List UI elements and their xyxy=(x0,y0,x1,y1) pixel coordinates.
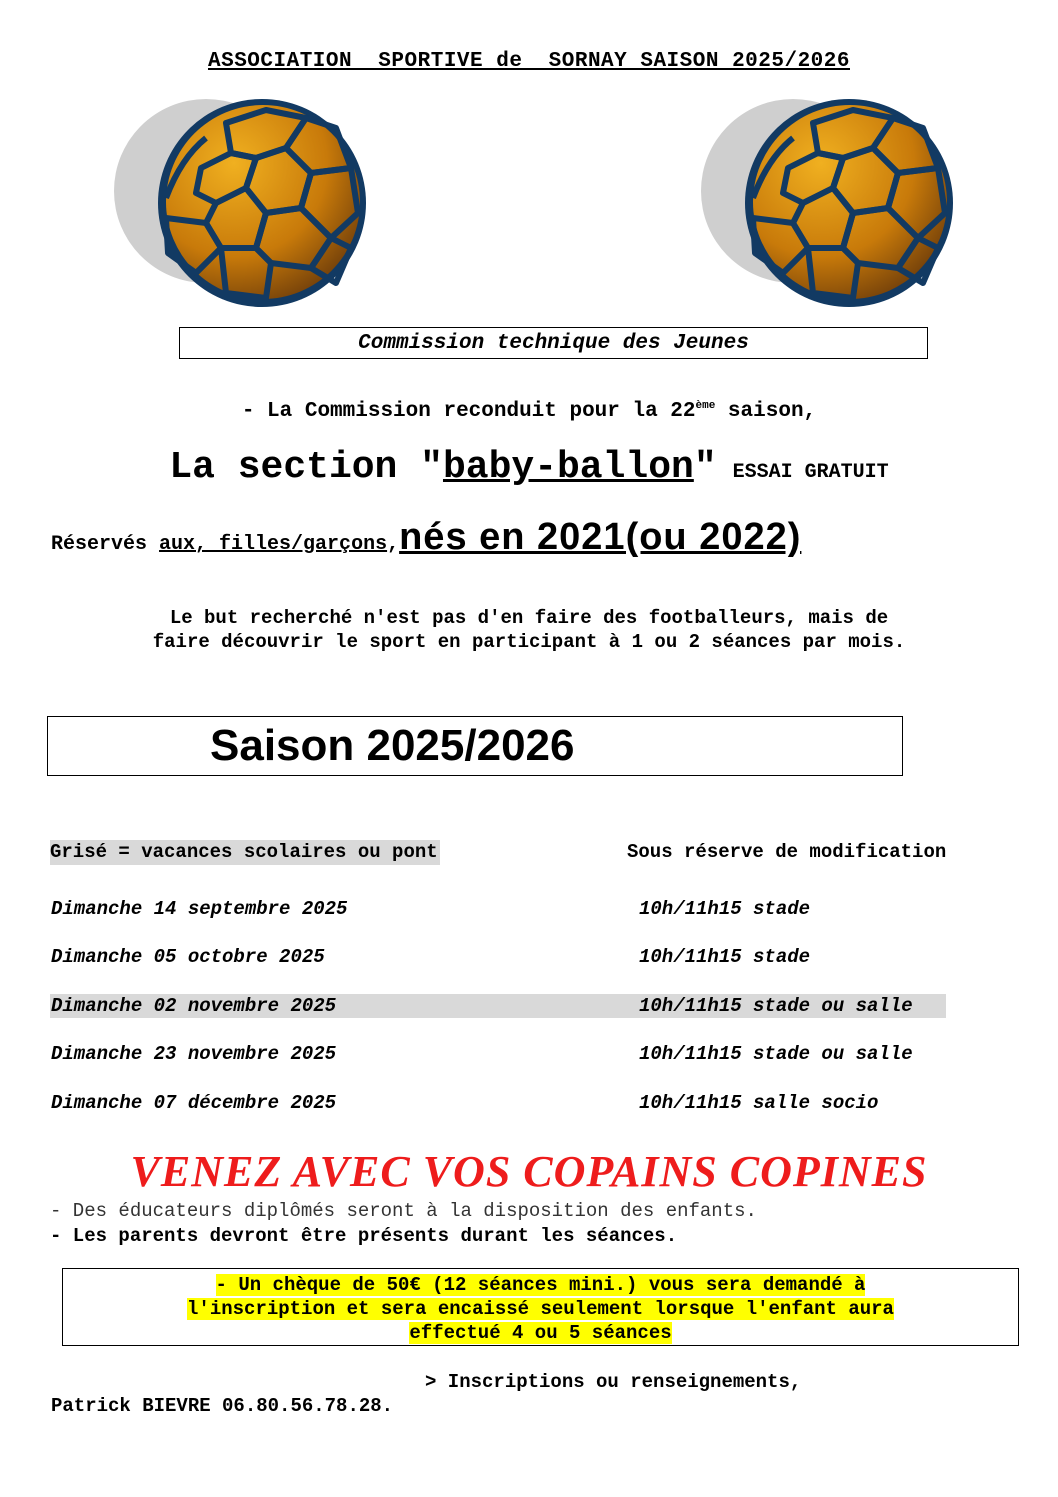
reserve-note: Sous réserve de modification xyxy=(627,841,947,863)
schedule-date: Dimanche 23 novembre 2025 xyxy=(51,1043,337,1065)
season-label: Saison 2025/2026 xyxy=(210,721,575,770)
commission-label: Commission technique des Jeunes xyxy=(179,327,928,359)
cheque-line-2: l'inscription et sera encaissé seulement lorsque l'enfant aura xyxy=(187,1298,894,1320)
intro-suffix: saison, xyxy=(715,400,817,423)
reserves-underlined: aux, filles/garçons xyxy=(159,533,388,556)
schedule-time: 10h/11h15 stade ou salle xyxy=(639,995,913,1017)
schedule-time: 10h/11h15 stade xyxy=(639,898,811,920)
schedule-date: Dimanche 05 octobre 2025 xyxy=(51,946,325,968)
section-name: baby-ballon xyxy=(442,446,694,489)
goal-line-1: Le but recherché n'est pas d'en faire des footballeurs, mais de xyxy=(169,607,889,629)
educators-note: - Des éducateurs diplômés seront à la disposition des enfants. xyxy=(50,1200,757,1222)
grey-legend: Grisé = vacances scolaires ou pont xyxy=(50,841,438,863)
schedule-time: 10h/11h15 stade xyxy=(639,946,811,968)
cheque-line-3: effectué 4 ou 5 séances xyxy=(409,1322,672,1344)
contact-person: Patrick BIEVRE 06.80.56.78.28. xyxy=(51,1395,394,1417)
birth-years: nés en 2021(ou 2022) xyxy=(399,516,802,558)
intro-sup: ème xyxy=(695,400,716,412)
schedule-date: Dimanche 07 décembre 2025 xyxy=(51,1092,337,1114)
schedule-date: Dimanche 02 novembre 2025 xyxy=(51,995,337,1017)
venez-banner: VENEZ AVEC VOS COPAINS COPINES xyxy=(130,1147,928,1196)
schedule-row xyxy=(50,1091,946,1115)
reserves-comma: , xyxy=(387,533,400,556)
parents-note: - Les parents devront être présents durant les séances. xyxy=(50,1225,678,1247)
cheque-box xyxy=(62,1268,1019,1346)
goal-text xyxy=(0,606,1058,654)
reserves-prefix: Réservés xyxy=(51,533,160,556)
football-image-right xyxy=(693,98,953,313)
schedule-row xyxy=(50,897,946,921)
schedule-date: Dimanche 14 septembre 2025 xyxy=(51,898,348,920)
schedule-time: 10h/11h15 stade ou salle xyxy=(639,1043,913,1065)
essai-gratuit: ESSAI GRATUIT xyxy=(732,461,889,484)
schedule-row-holiday xyxy=(50,994,946,1018)
schedule-time: 10h/11h15 salle socio xyxy=(639,1092,879,1114)
section-heading xyxy=(0,446,1058,489)
goal-line-2: faire découvrir le sport en participant à 1 ou 2 séances par mois. xyxy=(152,631,906,653)
intro-prefix: - La Commission reconduit pour la 22 xyxy=(241,400,696,423)
intro-line xyxy=(0,400,1058,423)
schedule-row xyxy=(50,945,946,969)
section-prefix: La section " xyxy=(169,446,443,489)
page-title: ASSOCIATION SPORTIVE de SORNAY SAISON 2025/2026 xyxy=(207,50,850,73)
football-image-left xyxy=(106,98,366,313)
inscriptions-label: > Inscriptions ou renseignements, xyxy=(425,1371,802,1393)
section-suffix: " xyxy=(693,446,717,489)
cheque-line-1: - Un chèque de 50€ (12 séances mini.) vous sera demandé à xyxy=(215,1274,866,1296)
season-box xyxy=(47,716,903,776)
schedule-row xyxy=(50,1042,946,1066)
reserves-line xyxy=(51,516,1011,559)
